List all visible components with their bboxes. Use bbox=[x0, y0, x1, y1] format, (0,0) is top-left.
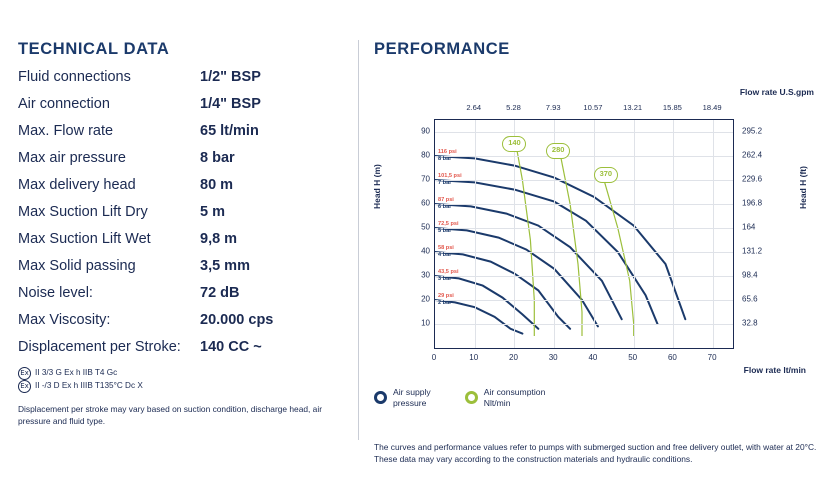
legend-label bbox=[484, 387, 546, 408]
consumption-curve bbox=[558, 144, 582, 336]
spec-value: 9,8 m bbox=[200, 231, 238, 247]
pressure-psi: 87 psi bbox=[438, 197, 454, 203]
spec-value: 72 dB bbox=[200, 285, 240, 301]
pressure-bar: 4 bar bbox=[438, 251, 452, 258]
chart-legend bbox=[374, 387, 824, 408]
atex-marking bbox=[18, 367, 348, 393]
performance-curve bbox=[435, 252, 570, 329]
y-tick-label: 50 bbox=[421, 222, 430, 232]
gridline-vertical bbox=[475, 120, 476, 348]
spec-label: Max delivery head bbox=[18, 177, 136, 193]
panel-divider bbox=[358, 40, 359, 440]
x2-axis-title: Flow rate U.S.gpm bbox=[739, 87, 814, 97]
gridline-horizontal bbox=[435, 276, 733, 277]
spec-row bbox=[18, 123, 348, 139]
page-title: TECHNICAL DATA bbox=[18, 40, 170, 58]
x-tick-label: 50 bbox=[628, 353, 638, 362]
pressure-label bbox=[438, 245, 454, 259]
spec-value: 1/2" BSP bbox=[200, 69, 261, 85]
spec-row bbox=[18, 312, 348, 328]
spec-value: 5 m bbox=[200, 204, 225, 220]
spec-value: 65 lt/min bbox=[200, 123, 259, 139]
pressure-label bbox=[438, 221, 459, 235]
spec-list bbox=[18, 69, 348, 355]
y2-tick-label: 295.2 bbox=[742, 126, 763, 136]
spec-label: Max Solid passing bbox=[18, 258, 136, 274]
y2-tick-label: 229.6 bbox=[742, 174, 763, 184]
performance-note: The curves and performance values refer to pumps with submerged suction and free delivery outlet, with water at 20°C. These data may vary according to the construction materials and hydraulic conditions. bbox=[374, 442, 817, 465]
x-tick-label: 0 bbox=[431, 353, 437, 362]
gridline-vertical bbox=[514, 120, 515, 348]
gridline-horizontal bbox=[435, 228, 733, 229]
x-tick-label: 10 bbox=[469, 353, 479, 362]
circle-icon bbox=[465, 391, 478, 404]
x-axis-title: Flow rate lt/min bbox=[743, 365, 806, 375]
spec-label: Max air pressure bbox=[18, 150, 126, 166]
x-tick-label: 60 bbox=[667, 353, 677, 362]
pressure-label bbox=[438, 269, 459, 283]
pressure-psi: 116 psi bbox=[438, 149, 457, 155]
pressure-psi: 101,5 psi bbox=[438, 173, 462, 179]
x2-tick-label: 5.28 bbox=[506, 103, 521, 112]
ex-icon: Ex bbox=[18, 367, 31, 380]
spec-row bbox=[18, 96, 348, 112]
x2-tick-label: 10.57 bbox=[583, 103, 603, 112]
y-tick-label: 60 bbox=[421, 198, 430, 208]
pressure-bar: 7 bar bbox=[438, 179, 452, 186]
y-tick-label: 20 bbox=[421, 294, 430, 304]
pressure-psi: 58 psi bbox=[438, 245, 454, 251]
pressure-bar: 8 bar bbox=[438, 155, 452, 162]
gridline-horizontal bbox=[435, 132, 733, 133]
technical-data-panel bbox=[18, 40, 348, 427]
gridline-vertical bbox=[713, 120, 714, 348]
spec-label: Noise level: bbox=[18, 285, 93, 301]
consumption-bubble: 140 bbox=[502, 136, 526, 152]
circle-icon bbox=[374, 391, 387, 404]
spec-label: Air connection bbox=[18, 96, 110, 112]
pressure-psi: 72,5 psi bbox=[438, 221, 459, 227]
spec-label: Max Suction Lift Dry bbox=[18, 204, 148, 220]
spec-label: Displacement per Stroke: bbox=[18, 339, 181, 355]
pressure-bar: 2 bar bbox=[438, 299, 452, 306]
atex-text: II 3/3 G Ex h IIB T4 Gc bbox=[35, 368, 118, 378]
legend-line2: pressure bbox=[393, 397, 427, 408]
spec-row bbox=[18, 339, 348, 355]
y-axis-title: Head H (m) bbox=[372, 164, 382, 209]
spec-label: Fluid connections bbox=[18, 69, 131, 85]
spec-value: 1/4" BSP bbox=[200, 96, 261, 112]
pressure-label bbox=[438, 197, 454, 211]
y2-tick-label: 262.4 bbox=[742, 150, 763, 160]
gridline-horizontal bbox=[435, 252, 733, 253]
spec-value: 8 bar bbox=[200, 150, 235, 166]
legend-line1: Air supply bbox=[393, 387, 431, 397]
x2-tick-label: 13.21 bbox=[623, 103, 643, 112]
spec-label: Max Suction Lift Wet bbox=[18, 231, 151, 247]
performance-panel bbox=[372, 40, 824, 465]
gridline-vertical bbox=[634, 120, 635, 348]
y2-tick-label: 131.2 bbox=[742, 246, 763, 256]
pressure-bar: 5 bar bbox=[438, 227, 452, 234]
spec-row bbox=[18, 204, 348, 220]
spec-value: 140 CC ~ bbox=[200, 339, 262, 355]
atex-line bbox=[18, 380, 348, 393]
x2-tick-label: 7.93 bbox=[545, 103, 561, 112]
gridline-horizontal bbox=[435, 180, 733, 181]
legend-item-air-consumption bbox=[465, 387, 546, 408]
y-tick-label: 10 bbox=[421, 318, 430, 328]
consumption-bubble: 280 bbox=[546, 143, 570, 159]
spec-value: 80 m bbox=[200, 177, 234, 193]
x-tick-label: 20 bbox=[509, 353, 518, 362]
x-tick-label: 70 bbox=[707, 353, 717, 362]
spec-label: Max. Flow rate bbox=[18, 123, 114, 139]
spec-value: 20.000 cps bbox=[200, 312, 274, 328]
y-tick-label: 90 bbox=[421, 126, 430, 136]
spec-row bbox=[18, 177, 348, 193]
performance-chart bbox=[372, 69, 824, 465]
spec-row bbox=[18, 258, 348, 274]
y-tick-label: 30 bbox=[421, 270, 430, 280]
x-tick-label: 40 bbox=[588, 353, 598, 362]
plot-area bbox=[434, 119, 734, 349]
x2-tick-label: 2.64 bbox=[466, 103, 482, 112]
gridline-horizontal bbox=[435, 300, 733, 301]
gridline-horizontal bbox=[435, 204, 733, 205]
legend-label bbox=[393, 387, 431, 408]
y2-tick-label: 65.6 bbox=[742, 294, 758, 304]
gridline-horizontal bbox=[435, 156, 733, 157]
y-tick-label: 70 bbox=[421, 174, 430, 184]
pressure-bar: 3 bar bbox=[438, 275, 452, 282]
x2-axis-ticks bbox=[374, 103, 824, 115]
y2-tick-label: 164 bbox=[742, 222, 756, 232]
spec-value: 3,5 mm bbox=[200, 258, 250, 274]
y-tick-label: 80 bbox=[421, 150, 430, 160]
y2-tick-label: 196.8 bbox=[742, 198, 763, 208]
pressure-bar: 6 bar bbox=[438, 203, 452, 210]
gridline-vertical bbox=[673, 120, 674, 348]
pressure-psi: 29 psi bbox=[438, 293, 454, 299]
legend-line1: Air consumption bbox=[483, 387, 546, 397]
spec-row bbox=[18, 150, 348, 166]
y2-axis-title: Head H (ft) bbox=[798, 166, 808, 209]
pressure-psi: 43,5 psi bbox=[438, 269, 459, 275]
spec-row bbox=[18, 285, 348, 301]
legend-line2: Nlt/min bbox=[483, 397, 511, 408]
atex-line bbox=[18, 367, 348, 380]
spec-row bbox=[18, 69, 348, 85]
pressure-label bbox=[438, 293, 454, 307]
curve-layer bbox=[435, 120, 733, 348]
gridline-horizontal bbox=[435, 324, 733, 325]
spec-label: Max Viscosity: bbox=[18, 312, 111, 328]
x-tick-label: 30 bbox=[548, 353, 558, 362]
pressure-label bbox=[438, 173, 462, 187]
x2-tick-label: 15.85 bbox=[662, 103, 682, 112]
y2-tick-label: 32.8 bbox=[742, 318, 758, 328]
left-footnote: Displacement per stroke may vary based on suction condition, discharge head, air pressure and fluid type. bbox=[18, 404, 322, 427]
legend-item-air-supply bbox=[374, 387, 431, 408]
spec-row bbox=[18, 231, 348, 247]
gridline-vertical bbox=[594, 120, 595, 348]
atex-text: II -/3 D Ex h IIIB T135°C Dc X bbox=[35, 381, 143, 391]
y-tick-label: 40 bbox=[421, 246, 430, 256]
consumption-bubble: 370 bbox=[594, 167, 618, 183]
ex-icon: Ex bbox=[18, 380, 31, 393]
x2-tick-label: 18.49 bbox=[702, 103, 722, 112]
y2-tick-label: 98.4 bbox=[742, 270, 758, 280]
performance-title: PERFORMANCE bbox=[374, 40, 510, 58]
performance-curve bbox=[435, 228, 598, 326]
pressure-label bbox=[438, 149, 457, 163]
